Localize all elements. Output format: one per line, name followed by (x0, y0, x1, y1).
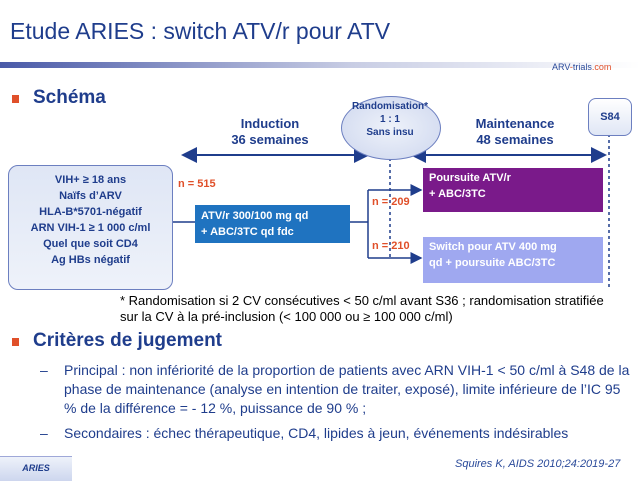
induction-label (220, 116, 320, 148)
count-arm1: n = 209 (372, 196, 410, 208)
maintenance-duration: 48 semaines (476, 132, 554, 147)
page-title: Etude ARIES : switch ATV/r pour ATV (10, 18, 391, 44)
criteria-item: Ag HBs négatif (51, 254, 130, 266)
criteria-item: Naïfs d’ARV (59, 190, 122, 202)
induction-treatment-line1: ATV/r 300/100 mg qd (201, 210, 309, 222)
criteria-item: HLA-B*5701-négatif (39, 206, 142, 218)
criteria-item: Quel que soit CD4 (43, 238, 138, 250)
arm-switch-atv (423, 237, 603, 283)
randomisation-ratio: 1 : 1 (379, 114, 400, 125)
inclusion-criteria-list (8, 172, 173, 268)
randomisation-footnote: * Randomisation si 2 CV consécutives < 50 c/ml avant S36 ; randomisation stratifiée sur la CV à la pré-inclusion (< 100 000 ou ≥ 100 000 c/ml) (120, 293, 604, 324)
induction-treatment-box (195, 205, 350, 243)
arm1-line1: Poursuite ATV/r (429, 172, 511, 184)
section-heading-criteria: Critères de jugement (33, 330, 222, 351)
arm2-line2: qd + poursuite ABC/3TC (429, 257, 556, 269)
bullet-square-icon (12, 338, 19, 346)
criterion-secondary: Secondaires : échec thérapeutique, CD4, lipides à jeun, événements indésirables (64, 425, 569, 441)
induction-duration: 36 semaines (231, 132, 309, 147)
logo-text-sep: - (569, 62, 573, 72)
dash-bullet-icon: – (40, 425, 48, 441)
citation: Squires K, AIDS 2010;24:2019-27 (455, 458, 621, 470)
maintenance-title: Maintenance (475, 116, 555, 131)
study-tag: ARIES (0, 456, 72, 481)
criteria-item: VIH+ ≥ 18 ans (54, 174, 127, 186)
count-total: n = 515 (178, 178, 216, 190)
logo-text-right: .com (591, 62, 612, 72)
count-arm2: n = 210 (372, 240, 410, 252)
randomisation-label (341, 100, 439, 139)
week-marker-s84: S84 (588, 98, 632, 136)
induction-treatment-line2: + ABC/3TC qd fdc (201, 226, 294, 238)
arm-continue-atvr (423, 168, 603, 212)
logo-text-accent: trials (572, 62, 592, 72)
criteria-item: ARN VIH-1 ≥ 1 000 c/ml (30, 222, 151, 234)
maintenance-label (460, 116, 570, 148)
arm2-line1: Switch pour ATV 400 mg (429, 241, 557, 253)
section-heading-schema: Schéma (33, 87, 106, 108)
arm1-line2: + ABC/3TC (429, 188, 486, 200)
randomisation-title: Randomisation* (351, 101, 429, 112)
criterion-primary: Principal : non infériorité de la proportion de patients avec ARN VIH-1 < 50 c/ml à S48 de la phase de maintenance (analyse en intention de traiter, exposé), limite inférieure de l’IC 95 % de la différence = - 12 %, puissance de 90 % ; (64, 362, 630, 416)
induction-title: Induction (240, 116, 300, 131)
randomisation-blinding: Sans insu (366, 127, 414, 138)
logo-text-left: ARV (552, 62, 570, 72)
dash-bullet-icon: – (40, 362, 48, 378)
